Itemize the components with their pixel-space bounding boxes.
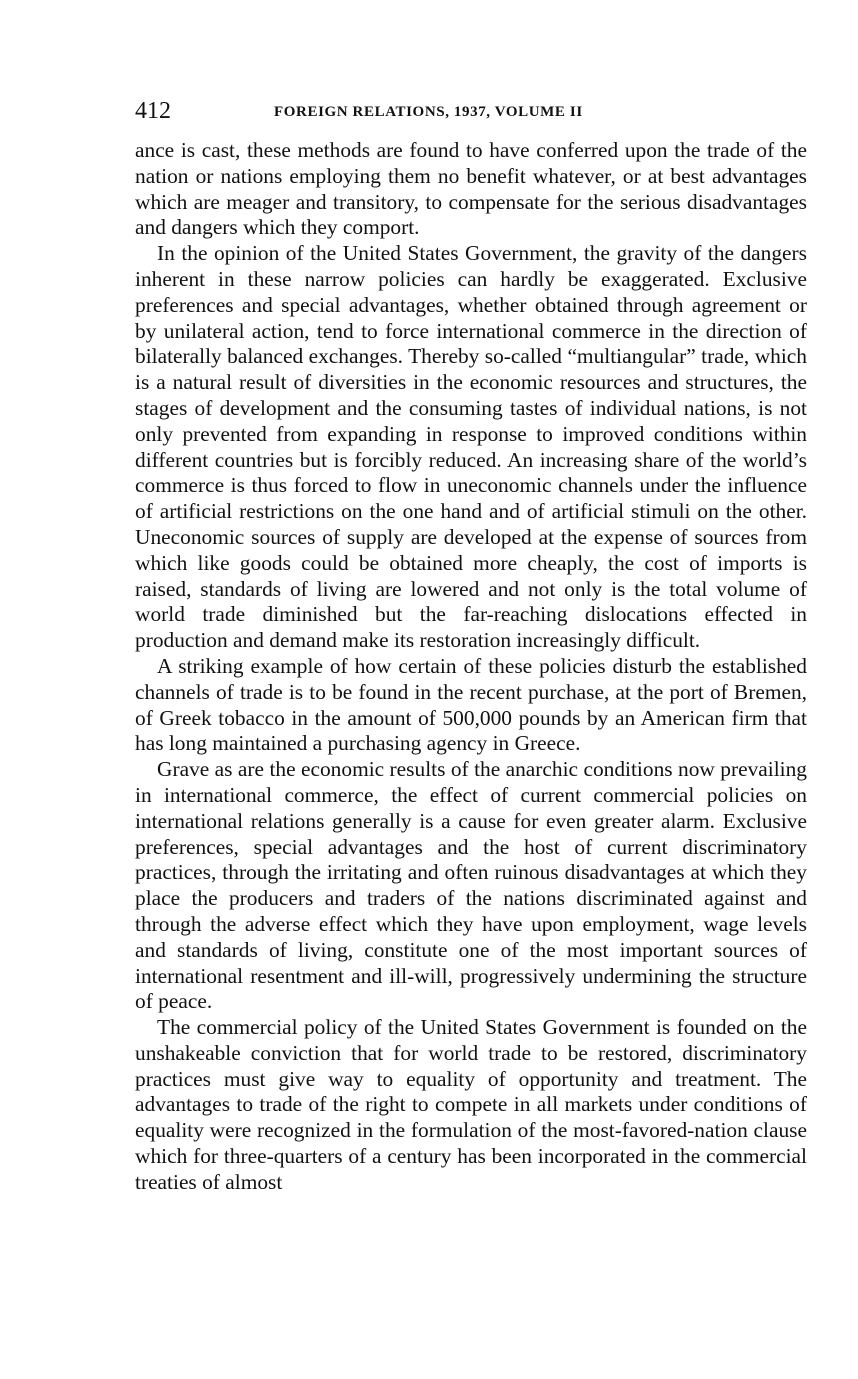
paragraph-dangers-of-narrow-policies: In the opinion of the United States Government, the gravity of the dangers inherent in these narrow policies can hardly be exaggerated. Exclusive preferences and special advantages, whether obtained through agreement or by unilateral action, tend to force international commerce in the direction of bilaterally balanced exchanges. Thereby so-called “multiangular” trade, which is a natural result of diversities in the economic resources and structures, the stages of development and the consuming tastes of individual nations, is not only prevented from expanding in response to improved conditions within different countries but is forcibly reduced. An increasing share of the world’s commerce is thus forced to flow in uneconomic channels under the influence of artificial restrictions on the one hand and of artificial stimuli on the other. Uneconomic sources of supply are developed at the expense of sources from which like goods could be obtained more cheaply, the cost of imports is raised, standards of living are lowered and not only is the total volume of world trade diminished but the far-reaching dislocations effected in production and demand make its restoration increasingly difficult.	[135, 241, 807, 653]
paragraph-international-relations: Grave as are the economic results of the anarchic conditions now prevailing in international commerce, the effect of current commercial policies on international relations generally is a cause for even greater alarm. Exclusive preferences, special advantages and the host of current discriminatory practices, through the irritating and often ruinous disadvantages at which they place the producers and traders of the nations discriminated against and through the adverse effect which they have upon employment, wage levels and standards of living, constitute one of the most important sources of international resentment and ill-will, progressively undermining the structure of peace.	[135, 757, 807, 1014]
paragraph-bremen-tobacco-example: A striking example of how certain of these policies disturb the established channels of trade is to be found in the recent purchase, at the port of Bremen, of Greek tobacco in the amount of 500,000 pounds by an American firm that has long maintained a purchasing agency in Greece.	[135, 653, 807, 756]
page-number: 412	[135, 98, 171, 124]
paragraph-continuation: ance is cast, these methods are found to have conferred upon the trade of the nation or nations employing them no benefit whatever, or at best advantages which are meager and transitory, to compensate for the serious disadvantages and dangers which they comport.	[135, 138, 807, 240]
document-page	[135, 96, 807, 1196]
running-title: FOREIGN RELATIONS, 1937, VOLUME II	[274, 104, 583, 120]
paragraph-us-commercial-policy: The commercial policy of the United States Government is founded on the unshakeable conviction that for world trade to be restored, discriminatory practices must give way to equality of opportunity and treatment. The advantages to trade of the right to compete in all markets under conditions of equality were recognized in the formulation of the most-favored-nation clause which for three-quarters of a century has been incorporated in the commercial treaties of almost	[135, 1015, 807, 1194]
running-header	[135, 96, 807, 130]
body-text	[135, 138, 807, 1196]
